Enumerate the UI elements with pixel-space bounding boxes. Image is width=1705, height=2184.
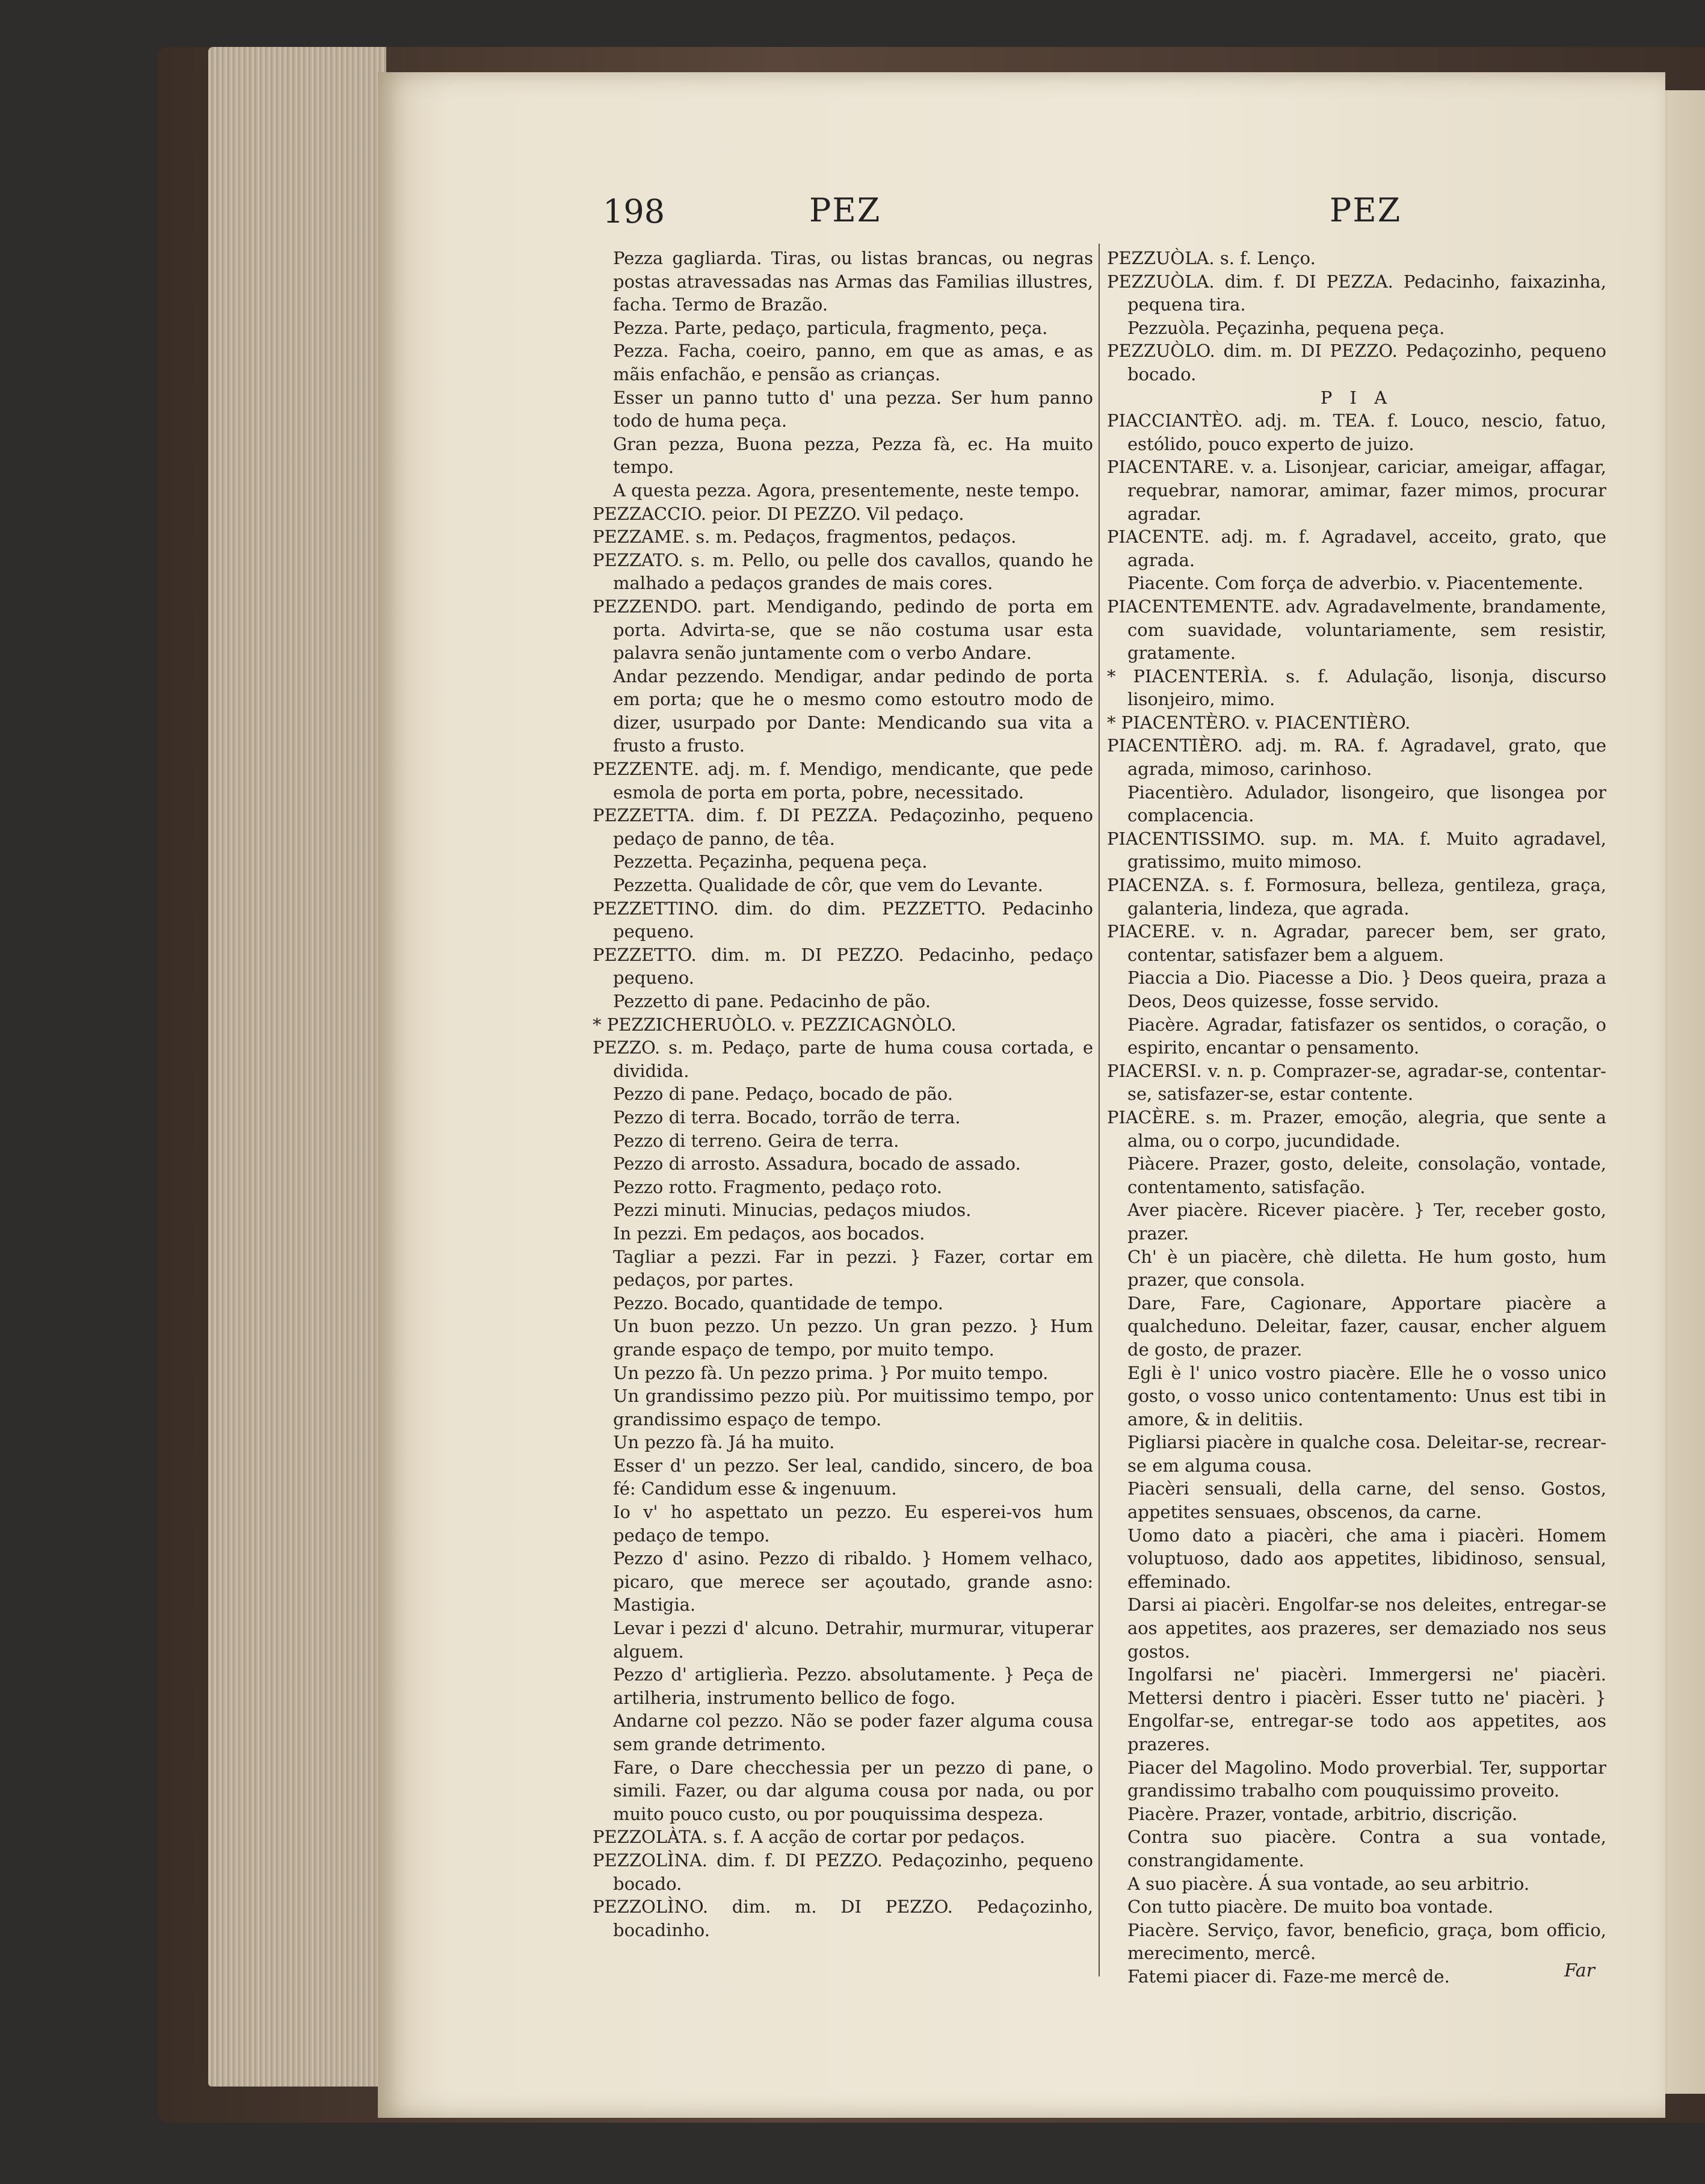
dictionary-entry: PIACERE. v. n. Agradar, parecer bem, ser grato, contentar, satisfazer bem a alguem.	[1107, 921, 1606, 965]
dictionary-entry: Andarne col pezzo. Não se poder fazer alguma cousa sem grande detrimento.	[613, 1710, 1093, 1754]
dictionary-entry: PEZZATO. s. m. Pello, ou pelle dos cavallos, quando he malhado a pedaços grandes de mais cores.	[593, 549, 1093, 594]
dictionary-entry: Pezzo d' asino. Pezzo di ribaldo. } Homem velhaco, picaro, que merece ser açoutado, grande asno: Mastigia.	[613, 1548, 1093, 1615]
dictionary-entry: PIACÈRE. s. m. Prazer, emoção, alegria, que sente a alma, ou o corpo, jucundidade.	[1107, 1106, 1606, 1151]
dictionary-entry: Pezzi minuti. Minucias, pedaços miudos.	[613, 1200, 972, 1221]
dictionary-entry: Contra suo piacère. Contra a sua vontade, constrangidamente.	[1127, 1827, 1606, 1871]
dictionary-entry: PIACENZA. s. f. Formosura, belleza, gentileza, graça, galanteria, lindeza, que agrada.	[1107, 875, 1606, 919]
dictionary-entry: Pezzetto di pane. Pedacinho de pão.	[613, 991, 931, 1011]
dictionary-entry: Esser un panno tutto d' una pezza. Ser hum panno todo de huma peça.	[613, 387, 1093, 431]
dictionary-entry: Ingolfarsi ne' piacèri. Immergersi ne' piacèri. Mettersi dentro i piacèri. Esser tutto ne' piacèri. } Engolfar-se, entregar-se todo aos appetites, aos prazeres.	[1127, 1664, 1606, 1754]
dictionary-entry: * PIACENTERÌA. s. f. Adulação, lisonja, discurso lisonjeiro, mimo.	[1107, 665, 1606, 710]
dictionary-entry: Uomo dato a piacèri, che ama i piacèri. Homem voluptuoso, dado aos appetites, libidinoso, sensual, effeminado.	[1127, 1525, 1606, 1592]
dictionary-entry: PIACENTISSIMO. sup. m. MA. f. Muito agradavel, gratissimo, muito mimoso.	[1107, 828, 1606, 872]
dictionary-entry: PEZZETTO. dim. m. DI PEZZO. Pedacinho, pedaço pequeno.	[593, 944, 1093, 989]
dictionary-entry: PEZZO. s. m. Pedaço, parte de huma cousa cortada, e dividida.	[593, 1037, 1093, 1081]
dictionary-entry: Pezzo di terra. Bocado, torrão de terra.	[613, 1106, 961, 1127]
dictionary-entry: Pigliarsi piacère in qualche cosa. Deleitar-se, recrear-se em alguma cousa.	[1127, 1432, 1606, 1476]
dictionary-entry: * PIACENTÈRO. v. PIACENTIÈRO.	[1107, 712, 1411, 733]
dictionary-entry: PEZZENDO. part. Mendigando, pedindo de porta em porta. Advirta-se, que se não costuma usar esta palavra senão juntamente com o verbo Andare.	[593, 596, 1093, 664]
dictionary-entry: Levar i pezzi d' alcuno. Detrahir, murmurar, vituperar alguem.	[613, 1618, 1093, 1662]
dictionary-entry: Piacer del Magolino. Modo proverbial. Ter, supportar grandissimo trabalho com pouquissimo proveito.	[1127, 1757, 1606, 1801]
dictionary-entry: Pezzo d' artiglierìa. Pezzo. absolutamente. } Peça de artilheria, instrumento bellico de fogo.	[613, 1664, 1093, 1708]
dictionary-entry: A questa pezza. Agora, presentemente, neste tempo.	[613, 480, 1080, 501]
dictionary-entry: PIACENTEMENTE. adv. Agradavelmente, brandamente, com suavidade, voluntariamente, sem resistir, gratamente.	[1107, 596, 1606, 664]
dictionary-entry: Piaccia a Dio. Piacesse a Dio. } Deos queira, praza a Deos, Deos quizesse, fosse servido.	[1127, 967, 1606, 1011]
running-head-left: PEZ	[809, 191, 881, 229]
dictionary-entry: PIACCIANTÈO. adj. m. TEA. f. Louco, nescio, fatuo, estólido, pouco experto de juizo.	[1107, 410, 1606, 454]
dictionary-entry: Fatemi piacer di. Faze-me mercê de.	[1127, 1966, 1450, 1987]
dictionary-entry: PEZZUÒLA. dim. f. DI PEZZA. Pedacinho, faixazinha, pequena tira.	[1107, 271, 1606, 315]
column-rule	[1099, 244, 1100, 1976]
dictionary-entry: Piacentièro. Adulador, lisongeiro, que lisongea por complacencia.	[1127, 782, 1606, 826]
dictionary-entry: PEZZAME. s. m. Pedaços, fragmentos, pedaços.	[593, 526, 1017, 548]
dictionary-entry: Un pezzo fà. Un pezzo prima. } Por muito tempo.	[613, 1362, 1049, 1383]
dictionary-entry: Pezzo rotto. Fragmento, pedaço roto.	[613, 1176, 942, 1197]
dictionary-entry: Tagliar a pezzi. Far in pezzi. } Fazer, cortar em pedaços, por partes.	[613, 1246, 1093, 1291]
dictionary-entry: PIACENTIÈRO. adj. m. RA. f. Agradavel, grato, que agrada, mimoso, carinhoso.	[1107, 735, 1606, 780]
catchword: Far	[1564, 1960, 1596, 1981]
dictionary-entry: Piàcere. Prazer, gosto, deleite, consolação, vontade, contentamento, satisfação.	[1127, 1153, 1606, 1197]
dictionary-entry: * PEZZICHERUÒLO. v. PEZZICAGNÒLO.	[593, 1014, 957, 1035]
page-header	[578, 191, 1630, 239]
dictionary-entry: Pezzo. Bocado, quantidade de tempo.	[613, 1292, 944, 1313]
dictionary-entry: PEZZETTINO. dim. do dim. PEZZETTO. Pedacinho pequeno.	[593, 898, 1093, 942]
dictionary-entry: Egli è l' unico vostro piacère. Elle he o vosso unico gosto, o vosso unico contentamento: Unus est tibi in amore, & in delitiis.	[1127, 1362, 1606, 1430]
dictionary-entry: Darsi ai piacèri. Engolfar-se nos deleites, entregar-se aos appetites, aos prazeres, ser demaziado nos seus gostos.	[1127, 1594, 1606, 1662]
dictionary-entry: Esser d' un pezzo. Ser leal, candido, sincero, de boa fé: Candidum esse & ingenuum.	[613, 1455, 1093, 1499]
dictionary-entry: Un buon pezzo. Un pezzo. Un gran pezzo. } Hum grande espaço de tempo, por muito tempo.	[613, 1316, 1093, 1360]
dictionary-entry: Pezzo di arrosto. Assadura, bocado de assado.	[613, 1153, 1021, 1174]
page-number: 198	[603, 193, 665, 230]
dictionary-entry: PIACENTARE. v. a. Lisonjear, cariciar, ameigar, affagar, requebrar, namorar, amimar, fazer mimos, procurar agradar.	[1107, 457, 1606, 524]
dictionary-entry: Aver piacère. Ricever piacère. } Ter, receber gosto, prazer.	[1127, 1200, 1606, 1244]
dictionary-entry: Piacère. Serviço, favor, beneficio, graça, bom officio, merecimento, mercê.	[1127, 1919, 1606, 1964]
dictionary-entry: Un pezzo fà. Já ha muito.	[613, 1432, 835, 1453]
dictionary-entry: Dare, Fare, Cagionare, Apportare piacère a qualcheduno. Deleitar, fazer, causar, encher alguem de gosto, de prazer.	[1127, 1292, 1606, 1360]
dictionary-entry: Piacère. Prazer, vontade, arbitrio, discrição.	[1127, 1803, 1518, 1824]
dictionary-entry: PEZZUÒLA. s. f. Lenço.	[1107, 248, 1316, 268]
dictionary-entry: Piacente. Com força de adverbio. v. Piacentemente.	[1127, 573, 1583, 594]
dictionary-entry: Pezzo di terreno. Geira de terra.	[613, 1130, 899, 1151]
dictionary-entry: Io v' ho aspettato un pezzo. Eu esperei-vos hum pedaço de tempo.	[613, 1502, 1093, 1546]
page-edges	[208, 47, 386, 2087]
dictionary-entry: Fare, o Dare checchessia per un pezzo di pane, o simili. Fazer, ou dar alguma cousa por nada, ou por muito pouco custo, ou por pouquissima despeza.	[613, 1757, 1093, 1824]
dictionary-entry: Pezzo di pane. Pedaço, bocado de pão.	[613, 1084, 953, 1105]
left-column	[593, 247, 1093, 1942]
dictionary-entry: Gran pezza, Buona pezza, Pezza fà, ec. Ha muito tempo.	[613, 433, 1093, 478]
dictionary-entry: Un grandissimo pezzo più. Por muitissimo tempo, por grandissimo espaço de tempo.	[613, 1386, 1093, 1430]
dictionary-entry: PIACENTE. adj. m. f. Agradavel, acceito, grato, que agrada.	[1107, 526, 1606, 570]
dictionary-entry: Pezza gagliarda. Tiras, ou listas brancas, ou negras postas atravessadas nas Armas das Familias illustres, facha. Termo de Brazão.	[613, 248, 1093, 315]
dictionary-entry: PIACERSI. v. n. p. Comprazer-se, agradar-se, contentar-se, satisfazer-se, estar contente.	[1107, 1060, 1606, 1105]
dictionary-entry: PEZZETTA. dim. f. DI PEZZA. Pedaçozinho, pequeno pedaço de panno, de têa.	[593, 805, 1093, 849]
dictionary-entry: Pezzetta. Peçazinha, pequena peça.	[613, 851, 928, 872]
dictionary-entry: Pezzetta. Qualidade de côr, que vem do Levante.	[613, 875, 1043, 896]
dictionary-entry: Andar pezzendo. Mendigar, andar pedindo de porta em porta; que he o mesmo como estoutro modo de dizer, usurpado por Dante: Mendicando sua vita a frusto a frusto.	[613, 665, 1093, 756]
dictionary-entry: Con tutto piacère. De muito boa vontade.	[1127, 1896, 1494, 1917]
dictionary-entry: In pezzi. Em pedaços, aos bocados.	[613, 1223, 925, 1244]
dictionary-entry: Pezzuòla. Peçazinha, pequena peça.	[1127, 317, 1445, 338]
running-head-right: PEZ	[1330, 191, 1402, 229]
dictionary-entry: Piacèri sensuali, della carne, del senso. Gostos, appetites sensuaes, obscenos, da carne.	[1127, 1478, 1606, 1523]
dictionary-entry: Ch' è un piacère, chè diletta. He hum gosto, hum prazer, que consola.	[1127, 1246, 1606, 1291]
dictionary-entry: PEZZACCIO. peior. DI PEZZO. Vil pedaço.	[593, 503, 964, 524]
dictionary-entry: PEZZOLÀTA. s. f. A acção de cortar por pedaços.	[593, 1827, 1025, 1848]
dictionary-entry: PEZZOLÌNA. dim. f. DI PEZZO. Pedaçozinho, pequeno bocado.	[593, 1849, 1093, 1894]
dictionary-entry: PEZZENTE. adj. m. f. Mendigo, mendicante, que pede esmola de porta em porta, pobre, necessitado.	[593, 759, 1093, 803]
right-column	[1107, 247, 1606, 1988]
dictionary-entry: PEZZUÒLO. dim. m. DI PEZZO. Pedaçozinho, pequeno bocado.	[1107, 341, 1606, 384]
dictionary-entry: Piacère. Agradar, fatisfazer os sentidos, o coração, o espirito, encantar o pensamento.	[1127, 1014, 1606, 1058]
dictionary-entry: A suo piacère. Á sua vontade, ao seu arbitrio.	[1127, 1873, 1530, 1894]
dictionary-entry: PEZZOLÌNO. dim. m. DI PEZZO. Pedaçozinho, bocadinho.	[593, 1896, 1093, 1940]
dictionary-entry: P I A	[1320, 387, 1393, 408]
dictionary-entry: Pezza. Facha, coeiro, panno, em que as amas, e as mãis enfachão, e pensão as crianças.	[613, 341, 1093, 384]
dictionary-entry: Pezza. Parte, pedaço, particula, fragmento, peça.	[613, 317, 1048, 338]
